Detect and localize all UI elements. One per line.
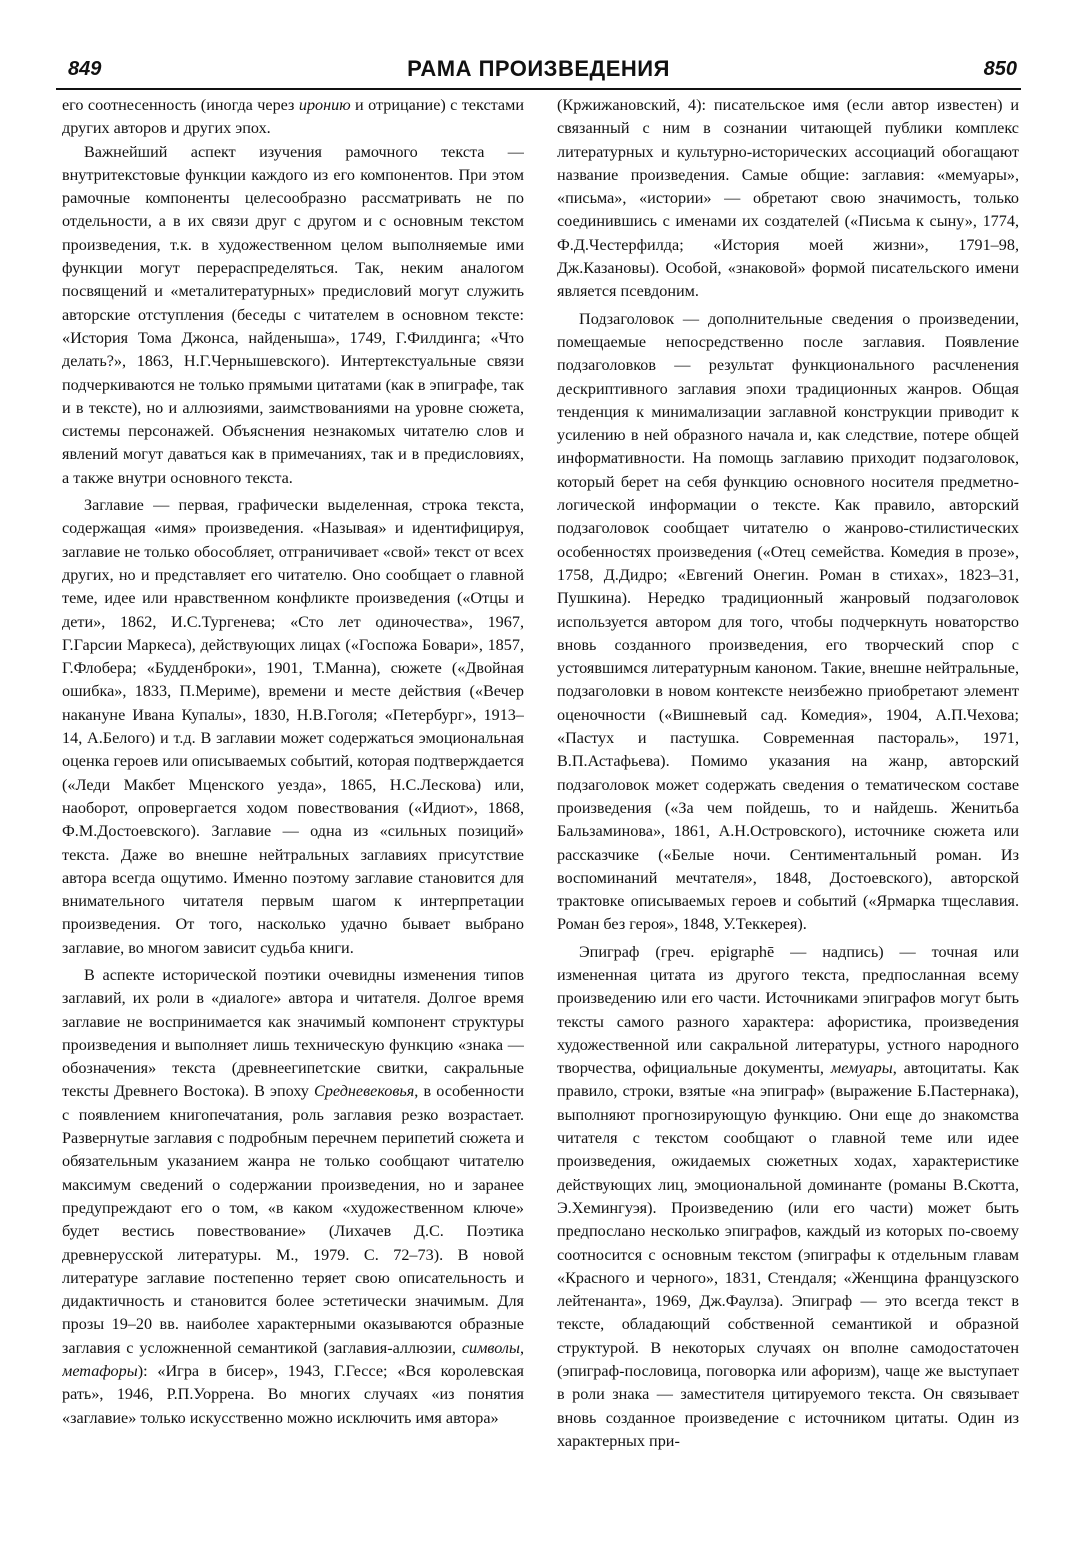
text-columns [62,94,1019,1534]
page-number-left: 849 [68,58,102,80]
left-column [62,94,524,1534]
right-column [557,94,1019,1534]
paragraph-frame-functions: Важнейший аспект изучения рамочного текста — внутритекстовые функции каждого из его компонентов. При этом рамочные компоненты целесообразно рассматривать не по отдельности, а в их связи друг с другом и с основным текстом произведения, т.к. в художественном целом выполняемые ими функции могут перераспределяться. Так, неким аналогом посвящений и «металитературных» предисловий могут служить авторские отступления (беседы с читателем в основном тексте: «История Тома Джонса, найденыша», 1749, Г.Филдинга; «Что делать?», 1863, Н.Г.Чернышевского). Интертекстуальные связи подчеркиваются не только прямыми цитатами (как в эпиграфе, так и в тексте), но и аллюзиями, заимствованиями на уровне сюжета, системы персонажей. Объяснения незнакомых читателю слов и явлений могут даваться как в примечаниях, так и в предисловиях, а также внутри основного текста. [62,142,524,487]
paragraph-author-name: (Кржижановский, 4): писательское имя (если автор известен) и связанный с ним в сознании читающей публики комплекс литературных и культурно-исторических ассоциаций обогащают название произведения. Самые общие: заглавия: «мемуары», «письма», «истории» — обретают свою значимость, только соединившись с именами их создателей («Письма к сыну», 1774, Ф.Д.Честерфилда; «История моей жизни», 1791–98, Дж.Казановы). Особой, «знаковой» формой писательского имени является псевдоним. [557,96,1019,301]
paragraph-title: Заглавие — первая, графически выделенная, строка текста, содержащая «имя» произведения. «Называя» и идентифицируя, заглавие не только обособляет, отграничивает «свой» текст от всех других, но и представляет его читателю. Оно сообщает о главной теме, идее или нравственном конфликте произведения («Отцы и дети», 1862, И.С.Тургенева; «Сто лет одиночества», 1967, Г.Гарсии Маркеса), действующих лицах («Госпожа Бовари», 1857, Г.Флобера; «Будденброки», 1901, Т.Манна), сюжете («Двойная ошибка», 1833, П.Мериме), времени и месте действия («Вечер накануне Ивана Купалы», 1830, Н.В.Гоголя; «Петербург», 1913–14, А.Белого) и т.д. В заглавии может содержаться эмоциональная оценка героев или описываемых событий, которая подтверждается («Леди Макбет Мценского уезда», 1865, Н.С.Лескова) или, наоборот, опровергается ходом повествования («Идиот», 1868, Ф.М.Достоевского). Заглавие — одна из «сильных позиций» текста. Даже во внешне нейтральных заглавиях присутствие автора всегда ощутимо. Именно поэтому заглавие становится для внимательного читателя первым шагом к интерпретации произведения. От того, насколько удачно бывает выбрано заглавие, во многом зависит судьба книги. [62,496,524,957]
page-header [56,56,1021,90]
paragraph-continuation: его соотнесенность (иногда через иронию и отрицание) с текстами других авторов и других эпох. [62,96,524,138]
paragraph-subtitle: Подзаголовок — дополнительные сведения о произведении, помещаемые непосредственно после заглавия. Появление подзаголовков — результат функционального расчленения дескриптивного заглавия эпохи традиционных жанров. Общая тенденция к минимализации заглавной конструкции приводит к усилению в ней образного начала и, как следствие, потере общей информативности. На помощь заглавию приходит подзаголовок, который берет на себя функцию основного носителя предметно-логической информации о тексте. Как правило, авторский подзаголовок сообщает читателю о жанрово-стилистических особенностях произведения («Отец семейства. Комедия в прозе», 1758, Д.Дидро; «Евгений Онегин. Роман в стихах», 1823–31, Пушкина). Нередко традиционный жанровый подзаголовок используется автором для того, чтобы подчеркнуть новаторство вновь созданного произведения, его творческий спор с устоявшимся литературным каноном. Такие, внешне нейтральные, подзаголовки в новом контексте неизбежно приобретают элемент оценочности («Вишневый сад. Комедия», 1904, А.П.Чехова; «Пастух и пастушка. Современная пастораль», 1971, В.П.Астафьева). Помимо указания на жанр, авторский подзаголовок может содержать сведения о тематическом составе произведения («За чем пойдешь, то и найдешь. Женитьба Бальзаминова», 1861, А.Н.Островского), источнике сюжета или рассказчике («Белые ночи. Сентиментальный роман. Из воспоминаний мечтателя», 1848, Достоевского), авторской трактовке описываемых героев и событий («Ярмарка тщеславия. Роман без героя», 1848, У.Теккерея). [557,309,1019,934]
page-number-right: 850 [983,58,1017,80]
paragraph-epigraph: Эпиграф (греч. epigraphē — надпись) — точная или измененная цитата из другого текста, предпосланная всему произведению или его части. Источниками эпиграфов могут быть тексты самого разного характера: афористика, произведения художественной или сакральной литературы, устного народного творчества, официальные документы, мемуары, автоцитаты. Как правило, строки, взятые «на эпиграф» (выражение Б.Пастернака), выполняют прогнозирующую функцию. Они еще до знакомства читателя с текстом сообщают о главной теме или идее произведения, ожидаемых сюжетных ходах, характеристике действующих лиц, эмоциональной доминанте (романы В.Скотта, Э.Хемингуэя). Произведению (или его части) может быть предпослано несколько эпиграфов, каждый из которых по-своему соотносится с основным текстом (эпиграфы к отдельным главам «Красного и черного», 1831, Стендаля; «Женщина французского лейтенанта», 1969, Дж.Фаулза). Эпиграф — это всегда текст в тексте, обладающий собственной семантикой и образной структурой. В некоторых случаях он вполне самодостаточен (эпиграф-пословица, поговорка или афоризм), чаще же выступает в роли знака — заместителя цитируемого текста. Он связывает вновь созданное произведение с источником цитаты. Один из характерных при- [557,942,1019,1450]
running-title: РАМА ПРОИЗВЕДЕНИЯ [407,56,670,81]
paragraph-historical-poetics: В аспекте исторической поэтики очевидны изменения типов заглавий, их роли в «диалоге» автора и читателя. Долгое время заглавие не воспринимается как значимый компонент структуры произведения и выполняет лишь техническую функцию «знака — обозначения» текста (древнеегипетские свитки, сакральные тексты Древнего Востока). В эпоху Средневековья, в особенности с появлением книгопечатания, роль заглавия резко возрастает. Развернутые заглавия с подробным перечнем перипетий сюжета и обязательным указанием жанра не только сообщают читателю максимум сведений о содержании произведения, но и заранее предупреждают его о том, «в каком «художественном ключе» будет вестись повествование» (Лихачев Д.С. Поэтика древнерусской литературы. М., 1979. С. 72–73). В новой литературе заглавие постепенно теряет свою описательность и дидактичность и становится более эстетически значимым. Для прозы 19–20 вв. наиболее характерными оказываются образные заглавия с усложненной семантикой (заглавия-аллюзии, символы, метафоры): «Игра в бисер», 1943, Г.Гессе; «Вся королевская рать», 1946, Р.П.Уоррена. Во многих случаях «из понятия «заглавие» только искусственно можно исключить имя автора» [62,965,524,1427]
